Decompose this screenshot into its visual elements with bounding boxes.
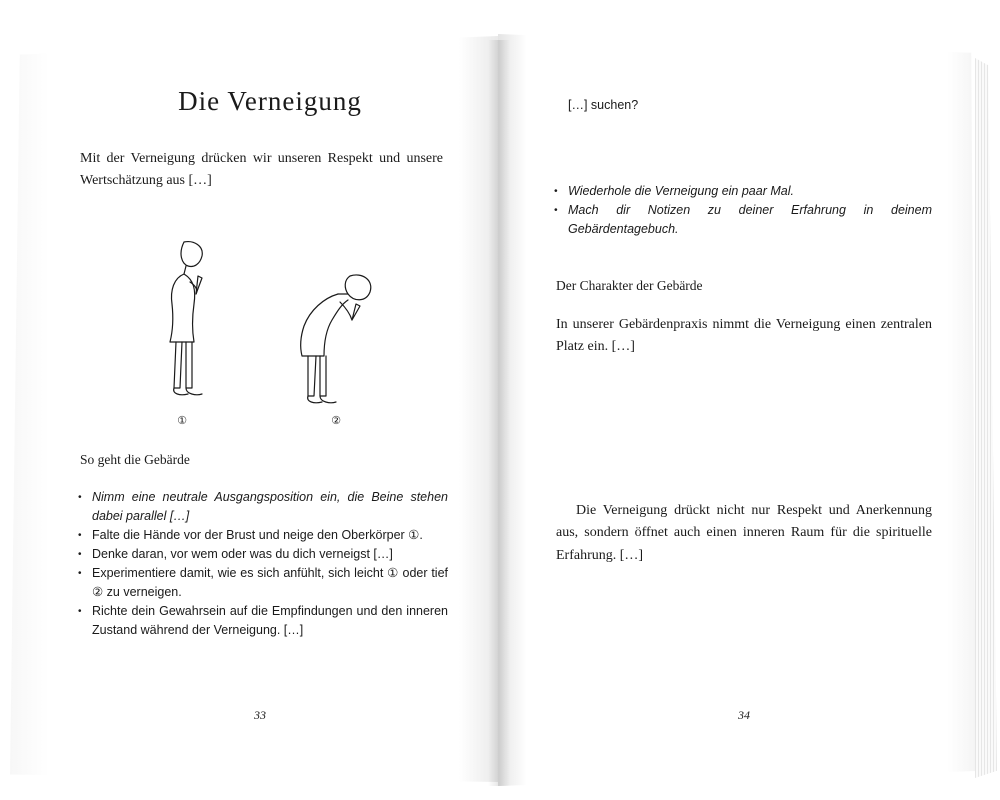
steps-list-continued [552,182,932,239]
intro-paragraph: Mit der Verneigung drücken wir unseren Respekt und unsere Wertschätzung aus […] [80,151,443,188]
page-edges [975,58,997,778]
page-title: Die Verneigung [178,86,362,116]
page-number-left: 33 [254,708,266,722]
list-item: • Richte dein Gewahrsein auf die Empfindungen und den inneren Zustand während der Verneigung. […] [76,602,448,640]
right-page [498,34,976,786]
list-item: • Denke daran, vor wem oder was du dich verneigst […] [76,545,448,564]
figure-label-2: ② [331,414,341,427]
list-item: • Experimentiere damit, wie es sich anfühlt, sich leicht ① oder tief ② zu verneigen. [76,564,448,602]
figure-label-1: ① [177,414,187,427]
bowing-figure-icon [290,268,380,413]
body-paragraph-2: Die Verneigung drückt nicht nur Respekt und Anerkennung aus, sondern öffnet auch einen inneren Raum für die spirituelle Erfahrung. […] [556,503,932,563]
list-item: • Mach dir Notizen zu deiner Erfahrung in deinem Gebärdentagebuch. [552,201,932,239]
page-number-right: 34 [738,708,750,722]
continuation-text: […] suchen? [568,98,639,112]
list-item: • Nimm eine neutrale Ausgangsposition ein, die Beine stehen dabei parallel […] [76,488,448,526]
list-item: • Wiederhole die Verneigung ein paar Mal. [552,182,932,201]
standing-figure-icon [150,238,220,413]
book-gutter [488,40,510,786]
steps-list [76,488,448,640]
list-item: • Falte die Hände vor der Brust und neige den Oberkörper ①. [76,526,448,545]
body-paragraph-1: In unserer Gebärdenpraxis nimmt die Verneigung einen zentralen Platz ein. […] [556,317,932,355]
section-title-character: Der Charakter der Gebärde [556,278,703,293]
section-title-how: So geht die Gebärde [80,452,190,467]
